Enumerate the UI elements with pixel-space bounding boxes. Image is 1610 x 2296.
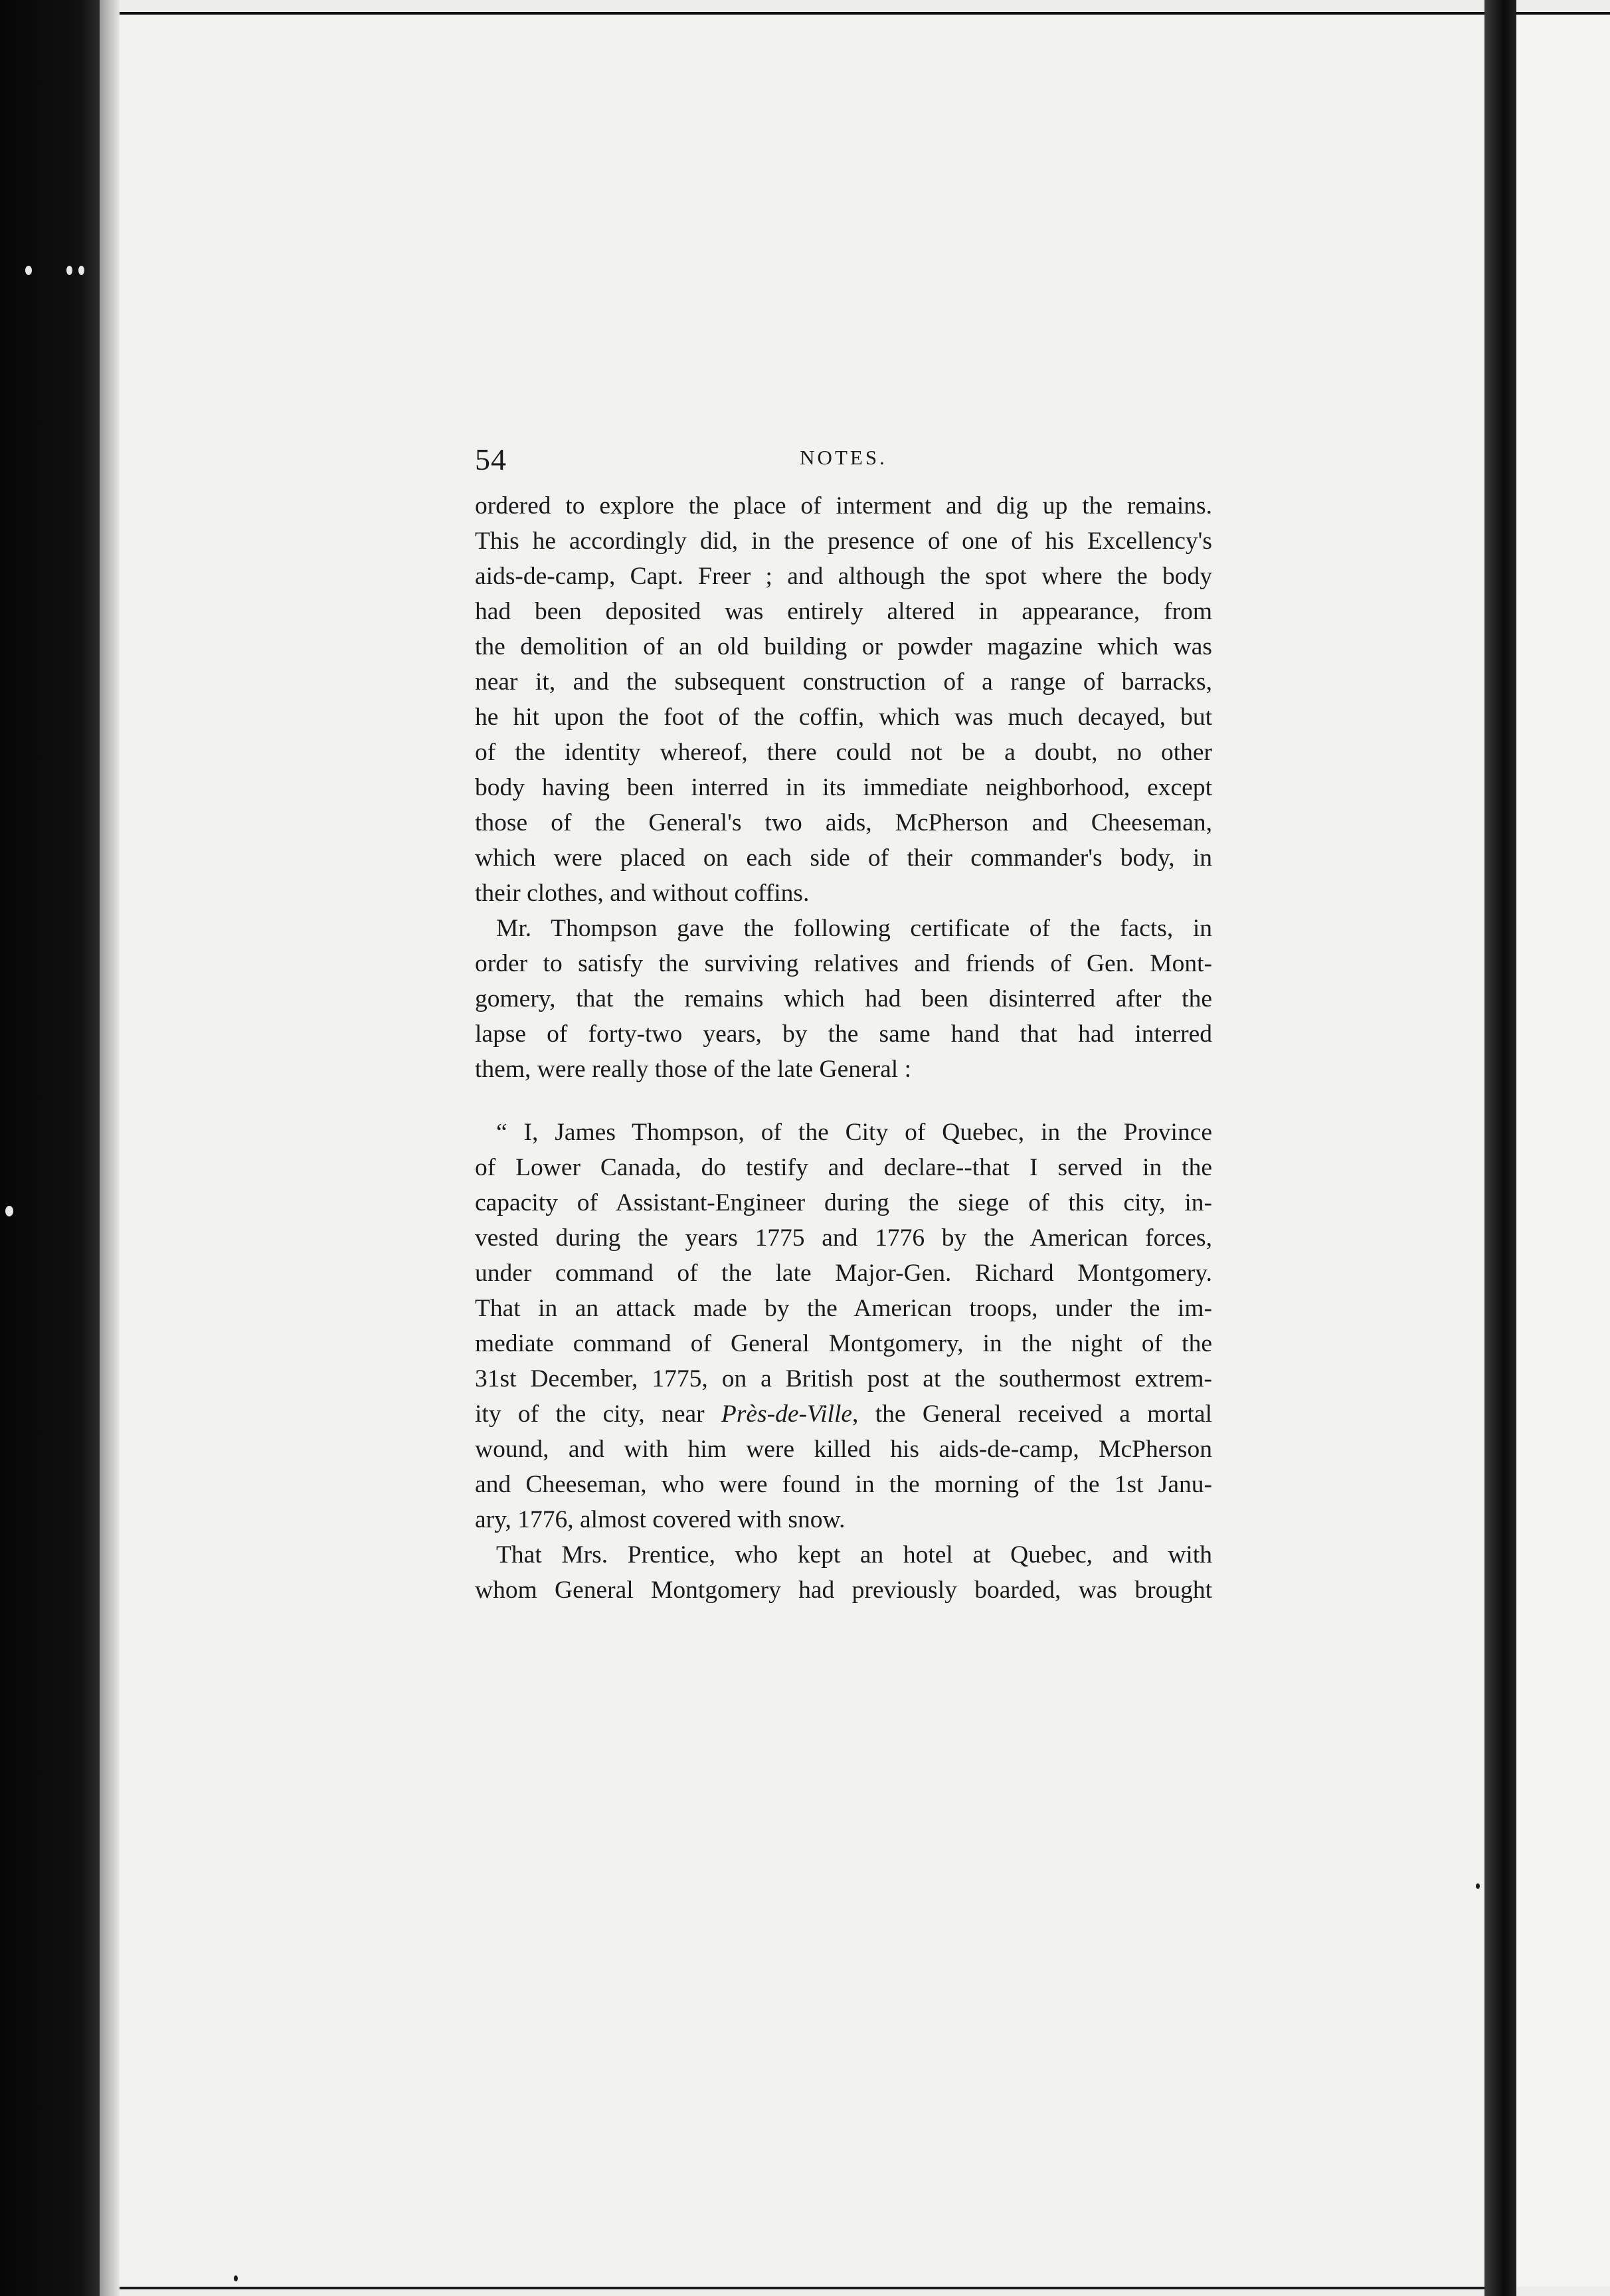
paragraph — [475, 1537, 1212, 1608]
paragraph-gap — [475, 1087, 1212, 1115]
text-line: he hit upon the foot of the coffin, which was much decayed, but — [475, 704, 1212, 731]
book-edge-shadow — [0, 0, 100, 2296]
text-line: under command of the late Major-Gen. Richard Montgomery. — [475, 1260, 1212, 1287]
text-line: lapse of forty-two years, by the same hand that had interred — [475, 1020, 1212, 1048]
text-line: ity of the city, near Près-de-Ville, the General received a mortal — [475, 1400, 1212, 1428]
text-line: whom General Montgomery had previously boarded, was brought — [475, 1577, 1212, 1604]
scan-speck — [5, 1206, 13, 1216]
paragraph — [475, 911, 1212, 1087]
text-line: 31st December, 1775, on a British post at the southermost extrem- — [475, 1365, 1212, 1392]
text-line: Mr. Thompson gave the following certificate of the facts, in — [496, 915, 1212, 942]
text-line: ary, 1776, almost covered with snow. — [475, 1506, 846, 1533]
book-spine-shadow — [1484, 0, 1516, 2296]
scan-speck — [25, 266, 32, 275]
text-line: “ I, James Thompson, of the City of Quebec, in the Province — [496, 1119, 1212, 1146]
book-gutter — [100, 0, 120, 2296]
quoted-certificate — [475, 1115, 1212, 1537]
scan-speck — [234, 2275, 238, 2281]
text-line: those of the General's two aids, McPherson and Cheeseman, — [475, 809, 1212, 836]
text-line: them, were really those of the late General : — [475, 1056, 912, 1083]
text-line: of Lower Canada, do testify and declare--that I served in the — [475, 1154, 1212, 1181]
text-line: wound, and with him were killed his aids-de-camp, McPherson — [475, 1436, 1212, 1463]
text-line: and Cheeseman, who were found in the morning of the 1st Janu- — [475, 1471, 1212, 1498]
text-line: had been deposited was entirely altered in appearance, from — [475, 598, 1212, 625]
text-line: ordered to explore the place of interment and dig up the remains. — [475, 492, 1212, 520]
page-number: 54 — [475, 442, 507, 476]
text-line: of the identity whereof, there could not be a doubt, no other — [475, 739, 1212, 766]
paragraph — [475, 488, 1212, 911]
scan-speck — [78, 266, 84, 275]
text-line: This he accordingly did, in the presence of one of his Excellency's — [475, 527, 1212, 555]
text-line: vested during the years 1775 and 1776 by the American forces, — [475, 1224, 1212, 1252]
text-line: That in an attack made by the American troops, under the im- — [475, 1295, 1212, 1322]
text-line: aids-de-camp, Capt. Freer ; and although the spot where the body — [475, 563, 1212, 590]
running-head — [475, 442, 1212, 488]
text-line: body having been interred in its immediate neighborhood, except — [475, 774, 1212, 801]
text-line: their clothes, and without coffins. — [475, 880, 810, 907]
text-line: order to satisfy the surviving relatives and friends of Gen. Mont- — [475, 950, 1212, 977]
page-text — [475, 442, 1212, 1608]
text-line: That Mrs. Prentice, who kept an hotel at Quebec, and with — [496, 1541, 1212, 1569]
text-line: capacity of Assistant-Engineer during the siege of this city, in- — [475, 1189, 1212, 1216]
text-line: the demolition of an old building or powder magazine which was — [475, 633, 1212, 660]
scan-speck — [66, 266, 72, 275]
text-line: mediate command of General Montgomery, in the night of the — [475, 1330, 1212, 1357]
running-head-title: NOTES. — [800, 446, 887, 469]
text-line: gomery, that the remains which had been disinterred after the — [475, 985, 1212, 1012]
text-line: near it, and the subsequent construction of a range of barracks, — [475, 668, 1212, 696]
italic-place-name: Près-de-Ville — [721, 1400, 853, 1428]
text-line: which were placed on each side of their commander's body, in — [475, 844, 1212, 872]
scan-speck — [1476, 1883, 1480, 1889]
next-page-edge — [1516, 12, 1610, 2287]
